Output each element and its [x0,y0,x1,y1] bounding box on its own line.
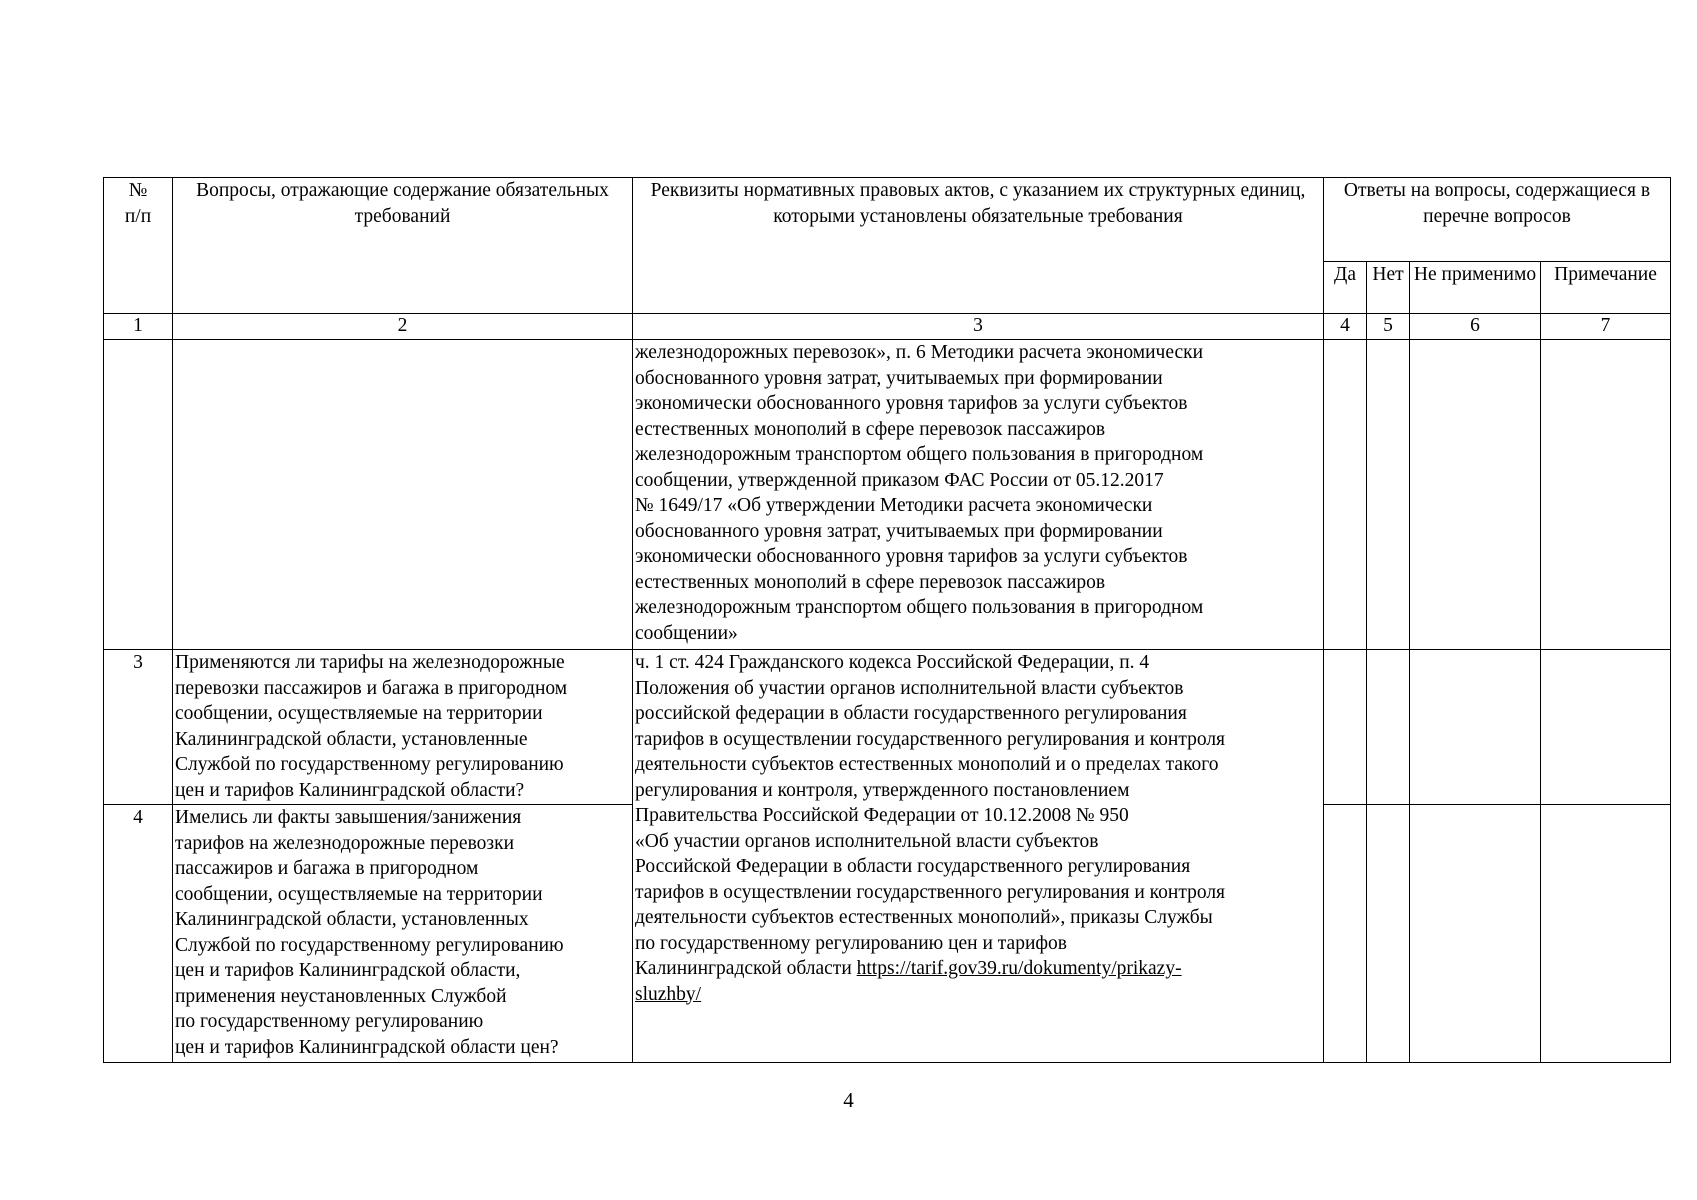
shared-reference-text [633,650,1324,1063]
question-text: Применяются ли тарифы на железнодорожные перевозки пассажиров и багажа в пригородном сообщении, осуществляемые на территории Калининградской области, установленные Службой по государственному регулированию цен и тарифов Калининградской области? [173,650,633,805]
answer-yes-cell[interactable] [1324,340,1367,650]
answer-not-applicable-cell[interactable] [1410,805,1541,1063]
header-questions: Вопросы, отражающие содержание обязательных требований [173,178,633,314]
header-not-applicable: Не применимо [1410,262,1541,314]
header-answers: Ответы на вопросы, содержащиеся в перечне вопросов [1324,178,1671,262]
answer-not-applicable-cell[interactable] [1410,650,1541,805]
requirements-checklist-table [103,177,1671,1063]
header-no: Нет [1367,262,1410,314]
row-number [104,340,173,650]
table-row [104,340,1671,650]
column-number-3: 3 [633,314,1324,340]
header-number: № п/п [104,178,173,314]
page-number: 4 [843,1088,854,1112]
answer-no-cell[interactable] [1367,650,1410,805]
answer-yes-cell[interactable] [1324,650,1367,805]
answer-not-applicable-cell[interactable] [1410,340,1541,650]
column-number-5: 5 [1367,314,1410,340]
row-number: 3 [104,650,173,805]
table-row [104,650,1671,805]
question-text [173,340,633,650]
question-text: Имелись ли факты завышения/занижения тарифов на железнодорожные перевозки пассажиров и багажа в пригородном сообщении, осуществляемые на территории Калининградской области, установленных Службой по государственному регулированию цен и тарифов Калининградской области, применения неустановленных Службой по государственному регулированию цен и тарифов Калининградской области цен? [173,805,633,1063]
reference-text: железнодорожных перевозок», п. 6 Методики расчета экономически обоснованного уровня затрат, учитываемых при формировании экономически обоснованного уровня тарифов за услуги субъектов естественных монополий в сфере перевозок пассажиров железнодорожным транспортом общего пользования в пригородном сообщении, утвержденной приказом ФАС России от 05.12.2017 № 1649/17 «Об утверждении Методики расчета экономически обоснованного уровня затрат, учитываемых при формировании экономически обоснованного уровня тарифов за услуги субъектов естественных монополий в сфере перевозок пассажиров железнодорожным транспортом общего пользования в пригородном сообщении» [633,340,1324,650]
answer-note-cell[interactable] [1541,805,1671,1063]
row-number: 4 [104,805,173,1063]
column-number-2: 2 [173,314,633,340]
answer-note-cell[interactable] [1541,340,1671,650]
reference-body: ч. 1 ст. 424 Гражданского кодекса Российской Федерации, п. 4 Положения об участии органов исполнительной власти субъектов российской федерации в области государственного регулирования тарифов в осуществлении государственного регулирования и контроля деятельности субъектов естественных монополий и о пределах такого регулирования и контроля, утвержденного постановлением Правительства Российской Федерации от 10.12.2008 № 950 «Об участии органов исполнительной власти субъектов Российской Федерации в области государственного регулирования тарифов в осуществлении государственного регулирования и контроля деятельности субъектов естественных монополий», приказы Службы по государственному регулированию цен и тарифов Калининградской области [635,652,1226,979]
answer-yes-cell[interactable] [1324,805,1367,1063]
column-number-1: 1 [104,314,173,340]
column-number-6: 6 [1410,314,1541,340]
prikazy-link[interactable]: https://tarif.gov39.ru/dokumenty/prikazy- sluzhby/ [635,958,1182,1005]
answer-note-cell[interactable] [1541,650,1671,805]
answer-no-cell[interactable] [1367,340,1410,650]
column-number-4: 4 [1324,314,1367,340]
column-number-7: 7 [1541,314,1671,340]
answer-no-cell[interactable] [1367,805,1410,1063]
header-requisites: Реквизиты нормативных правовых актов, с указанием их структурных единиц, которыми установлены обязательные требования [633,178,1324,314]
header-yes: Да [1324,262,1367,314]
header-note: Примечание [1541,262,1671,314]
